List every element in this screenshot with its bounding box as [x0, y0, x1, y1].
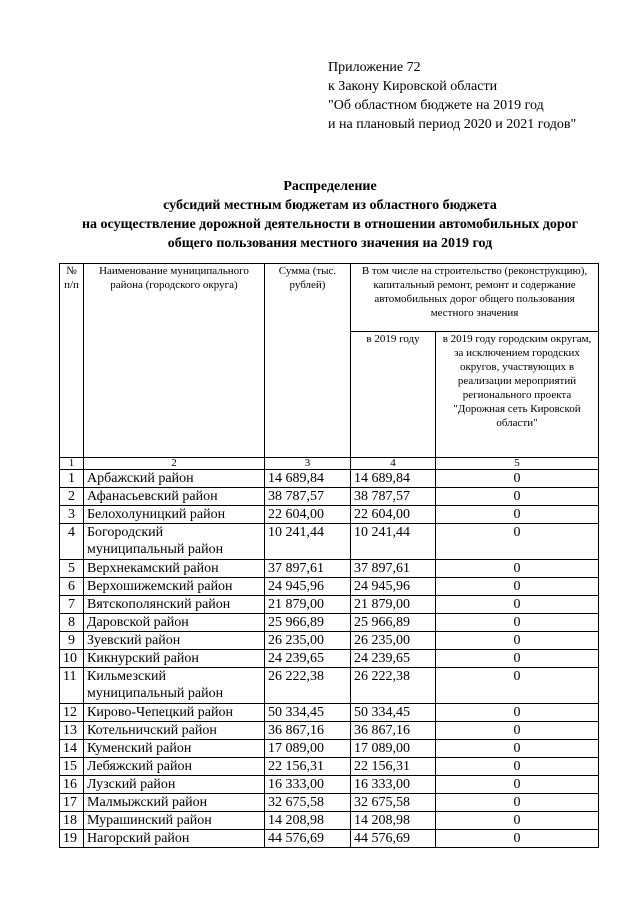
row-number: 4	[60, 524, 84, 560]
row-urban-amount: 0	[436, 488, 599, 506]
row-number: 12	[60, 704, 84, 722]
district-name: Лузский район	[84, 776, 265, 794]
row-sum: 16 333,00	[265, 776, 351, 794]
table-body	[60, 470, 599, 848]
row-sum-2019: 22 604,00	[351, 506, 436, 524]
appendix-line: и на плановый период 2020 и 2021 годов"	[328, 117, 577, 132]
table-row	[60, 830, 599, 848]
table-row	[60, 524, 599, 560]
table-row	[60, 722, 599, 740]
row-urban-amount: 0	[436, 812, 599, 830]
row-sum-2019: 38 787,57	[351, 488, 436, 506]
table-row	[60, 470, 599, 488]
row-sum-2019: 26 235,00	[351, 632, 436, 650]
district-name: Арбажский район	[84, 470, 265, 488]
row-urban-amount: 0	[436, 524, 599, 560]
row-sum-2019: 37 897,61	[351, 560, 436, 578]
subsidy-table	[59, 263, 599, 848]
row-number: 8	[60, 614, 84, 632]
row-number: 9	[60, 632, 84, 650]
row-sum-2019: 21 879,00	[351, 596, 436, 614]
district-name: Нагорский район	[84, 830, 265, 848]
header-num: № п/п	[60, 264, 84, 458]
table-row	[60, 740, 599, 758]
table-row	[60, 578, 599, 596]
table-row	[60, 758, 599, 776]
document-title	[0, 177, 640, 253]
table-row	[60, 794, 599, 812]
table-row	[60, 488, 599, 506]
row-urban-amount: 0	[436, 632, 599, 650]
table-row	[60, 812, 599, 830]
title-line: Распределение	[283, 179, 377, 194]
district-name: Богородский муниципальный район	[84, 524, 265, 560]
row-urban-amount: 0	[436, 596, 599, 614]
table-row	[60, 596, 599, 614]
row-number: 18	[60, 812, 84, 830]
row-urban-amount: 0	[436, 830, 599, 848]
row-number: 19	[60, 830, 84, 848]
district-name: Лебяжский район	[84, 758, 265, 776]
table-row	[60, 632, 599, 650]
row-urban-amount: 0	[436, 758, 599, 776]
district-name: Котельничский район	[84, 722, 265, 740]
row-sum-2019: 25 966,89	[351, 614, 436, 632]
row-sum: 36 867,16	[265, 722, 351, 740]
header-including: В том числе на строительство (реконструкцию), капитальный ремонт, ремонт и содержание автомобильных дорог общего пользования местного значения	[351, 264, 599, 332]
row-sum-2019: 26 222,38	[351, 668, 436, 704]
row-number: 3	[60, 506, 84, 524]
row-number: 14	[60, 740, 84, 758]
row-sum: 37 897,61	[265, 560, 351, 578]
row-number: 15	[60, 758, 84, 776]
table-row	[60, 704, 599, 722]
header-name: Наименование муниципального района (городского округа)	[84, 264, 265, 458]
row-urban-amount: 0	[436, 560, 599, 578]
row-sum: 10 241,44	[265, 524, 351, 560]
row-sum-2019: 10 241,44	[351, 524, 436, 560]
row-sum-2019: 44 576,69	[351, 830, 436, 848]
table-row	[60, 776, 599, 794]
district-name: Зуевский район	[84, 632, 265, 650]
district-name: Афанасьевский район	[84, 488, 265, 506]
row-sum-2019: 17 089,00	[351, 740, 436, 758]
row-sum: 21 879,00	[265, 596, 351, 614]
title-line: общего пользования местного значения на 2019 год	[167, 236, 493, 251]
column-index: 5	[436, 458, 599, 470]
row-sum-2019: 16 333,00	[351, 776, 436, 794]
row-sum: 25 966,89	[265, 614, 351, 632]
title-line: на осуществление дорожной деятельности в отношении автомобильных дорог	[81, 217, 578, 232]
row-sum-2019: 50 334,45	[351, 704, 436, 722]
table-row	[60, 560, 599, 578]
row-urban-amount: 0	[436, 704, 599, 722]
table-row	[60, 614, 599, 632]
row-urban-amount: 0	[436, 668, 599, 704]
row-sum: 24 945,96	[265, 578, 351, 596]
row-sum: 38 787,57	[265, 488, 351, 506]
district-name: Кикнурский район	[84, 650, 265, 668]
row-sum-2019: 32 675,58	[351, 794, 436, 812]
row-urban-amount: 0	[436, 614, 599, 632]
table-row	[60, 650, 599, 668]
district-name: Белохолуницкий район	[84, 506, 265, 524]
district-name: Малмыжский район	[84, 794, 265, 812]
appendix-header	[328, 58, 628, 134]
district-name: Даровской район	[84, 614, 265, 632]
district-name: Кильмезский муниципальный район	[84, 668, 265, 704]
row-number: 13	[60, 722, 84, 740]
row-urban-amount: 0	[436, 740, 599, 758]
row-number: 2	[60, 488, 84, 506]
row-sum-2019: 14 208,98	[351, 812, 436, 830]
row-sum: 44 576,69	[265, 830, 351, 848]
district-name: Верхнекамский район	[84, 560, 265, 578]
row-urban-amount: 0	[436, 506, 599, 524]
table-row	[60, 506, 599, 524]
row-number: 1	[60, 470, 84, 488]
appendix-line: Приложение 72	[328, 60, 421, 75]
district-name: Кирово-Чепецкий район	[84, 704, 265, 722]
row-urban-amount: 0	[436, 722, 599, 740]
row-sum-2019: 24 945,96	[351, 578, 436, 596]
appendix-line: "Об областном бюджете на 2019 год	[328, 98, 544, 113]
district-name: Вятскополянский район	[84, 596, 265, 614]
column-index: 4	[351, 458, 436, 470]
row-urban-amount: 0	[436, 650, 599, 668]
row-sum-2019: 22 156,31	[351, 758, 436, 776]
row-number: 17	[60, 794, 84, 812]
row-sum: 22 604,00	[265, 506, 351, 524]
row-sum: 26 235,00	[265, 632, 351, 650]
header-urban-districts: в 2019 году городским округам, за исключением городских округов, участвующих в реализации мероприятий регионального проекта "Дорожная сеть Кировской области"	[436, 332, 599, 458]
district-name: Мурашинский район	[84, 812, 265, 830]
column-index: 1	[60, 458, 84, 470]
row-sum: 24 239,65	[265, 650, 351, 668]
district-name: Куменский район	[84, 740, 265, 758]
row-number: 11	[60, 668, 84, 704]
row-number: 5	[60, 560, 84, 578]
row-sum-2019: 14 689,84	[351, 470, 436, 488]
row-sum: 32 675,58	[265, 794, 351, 812]
row-sum: 50 334,45	[265, 704, 351, 722]
header-in-2019: в 2019 году	[351, 332, 436, 458]
row-sum: 14 689,84	[265, 470, 351, 488]
column-index: 3	[265, 458, 351, 470]
row-sum: 17 089,00	[265, 740, 351, 758]
row-number: 6	[60, 578, 84, 596]
row-number: 16	[60, 776, 84, 794]
appendix-line: к Закону Кировской области	[328, 79, 498, 94]
column-index: 2	[84, 458, 265, 470]
row-sum-2019: 36 867,16	[351, 722, 436, 740]
row-number: 10	[60, 650, 84, 668]
row-number: 7	[60, 596, 84, 614]
header-sum: Сумма (тыс. рублей)	[265, 264, 351, 458]
table-row	[60, 668, 599, 704]
district-name: Верхошижемский район	[84, 578, 265, 596]
row-sum: 22 156,31	[265, 758, 351, 776]
row-sum-2019: 24 239,65	[351, 650, 436, 668]
row-sum: 14 208,98	[265, 812, 351, 830]
row-urban-amount: 0	[436, 470, 599, 488]
row-urban-amount: 0	[436, 794, 599, 812]
title-line: субсидий местным бюджетам из областного бюджета	[163, 198, 497, 213]
row-urban-amount: 0	[436, 776, 599, 794]
row-urban-amount: 0	[436, 578, 599, 596]
row-sum: 26 222,38	[265, 668, 351, 704]
